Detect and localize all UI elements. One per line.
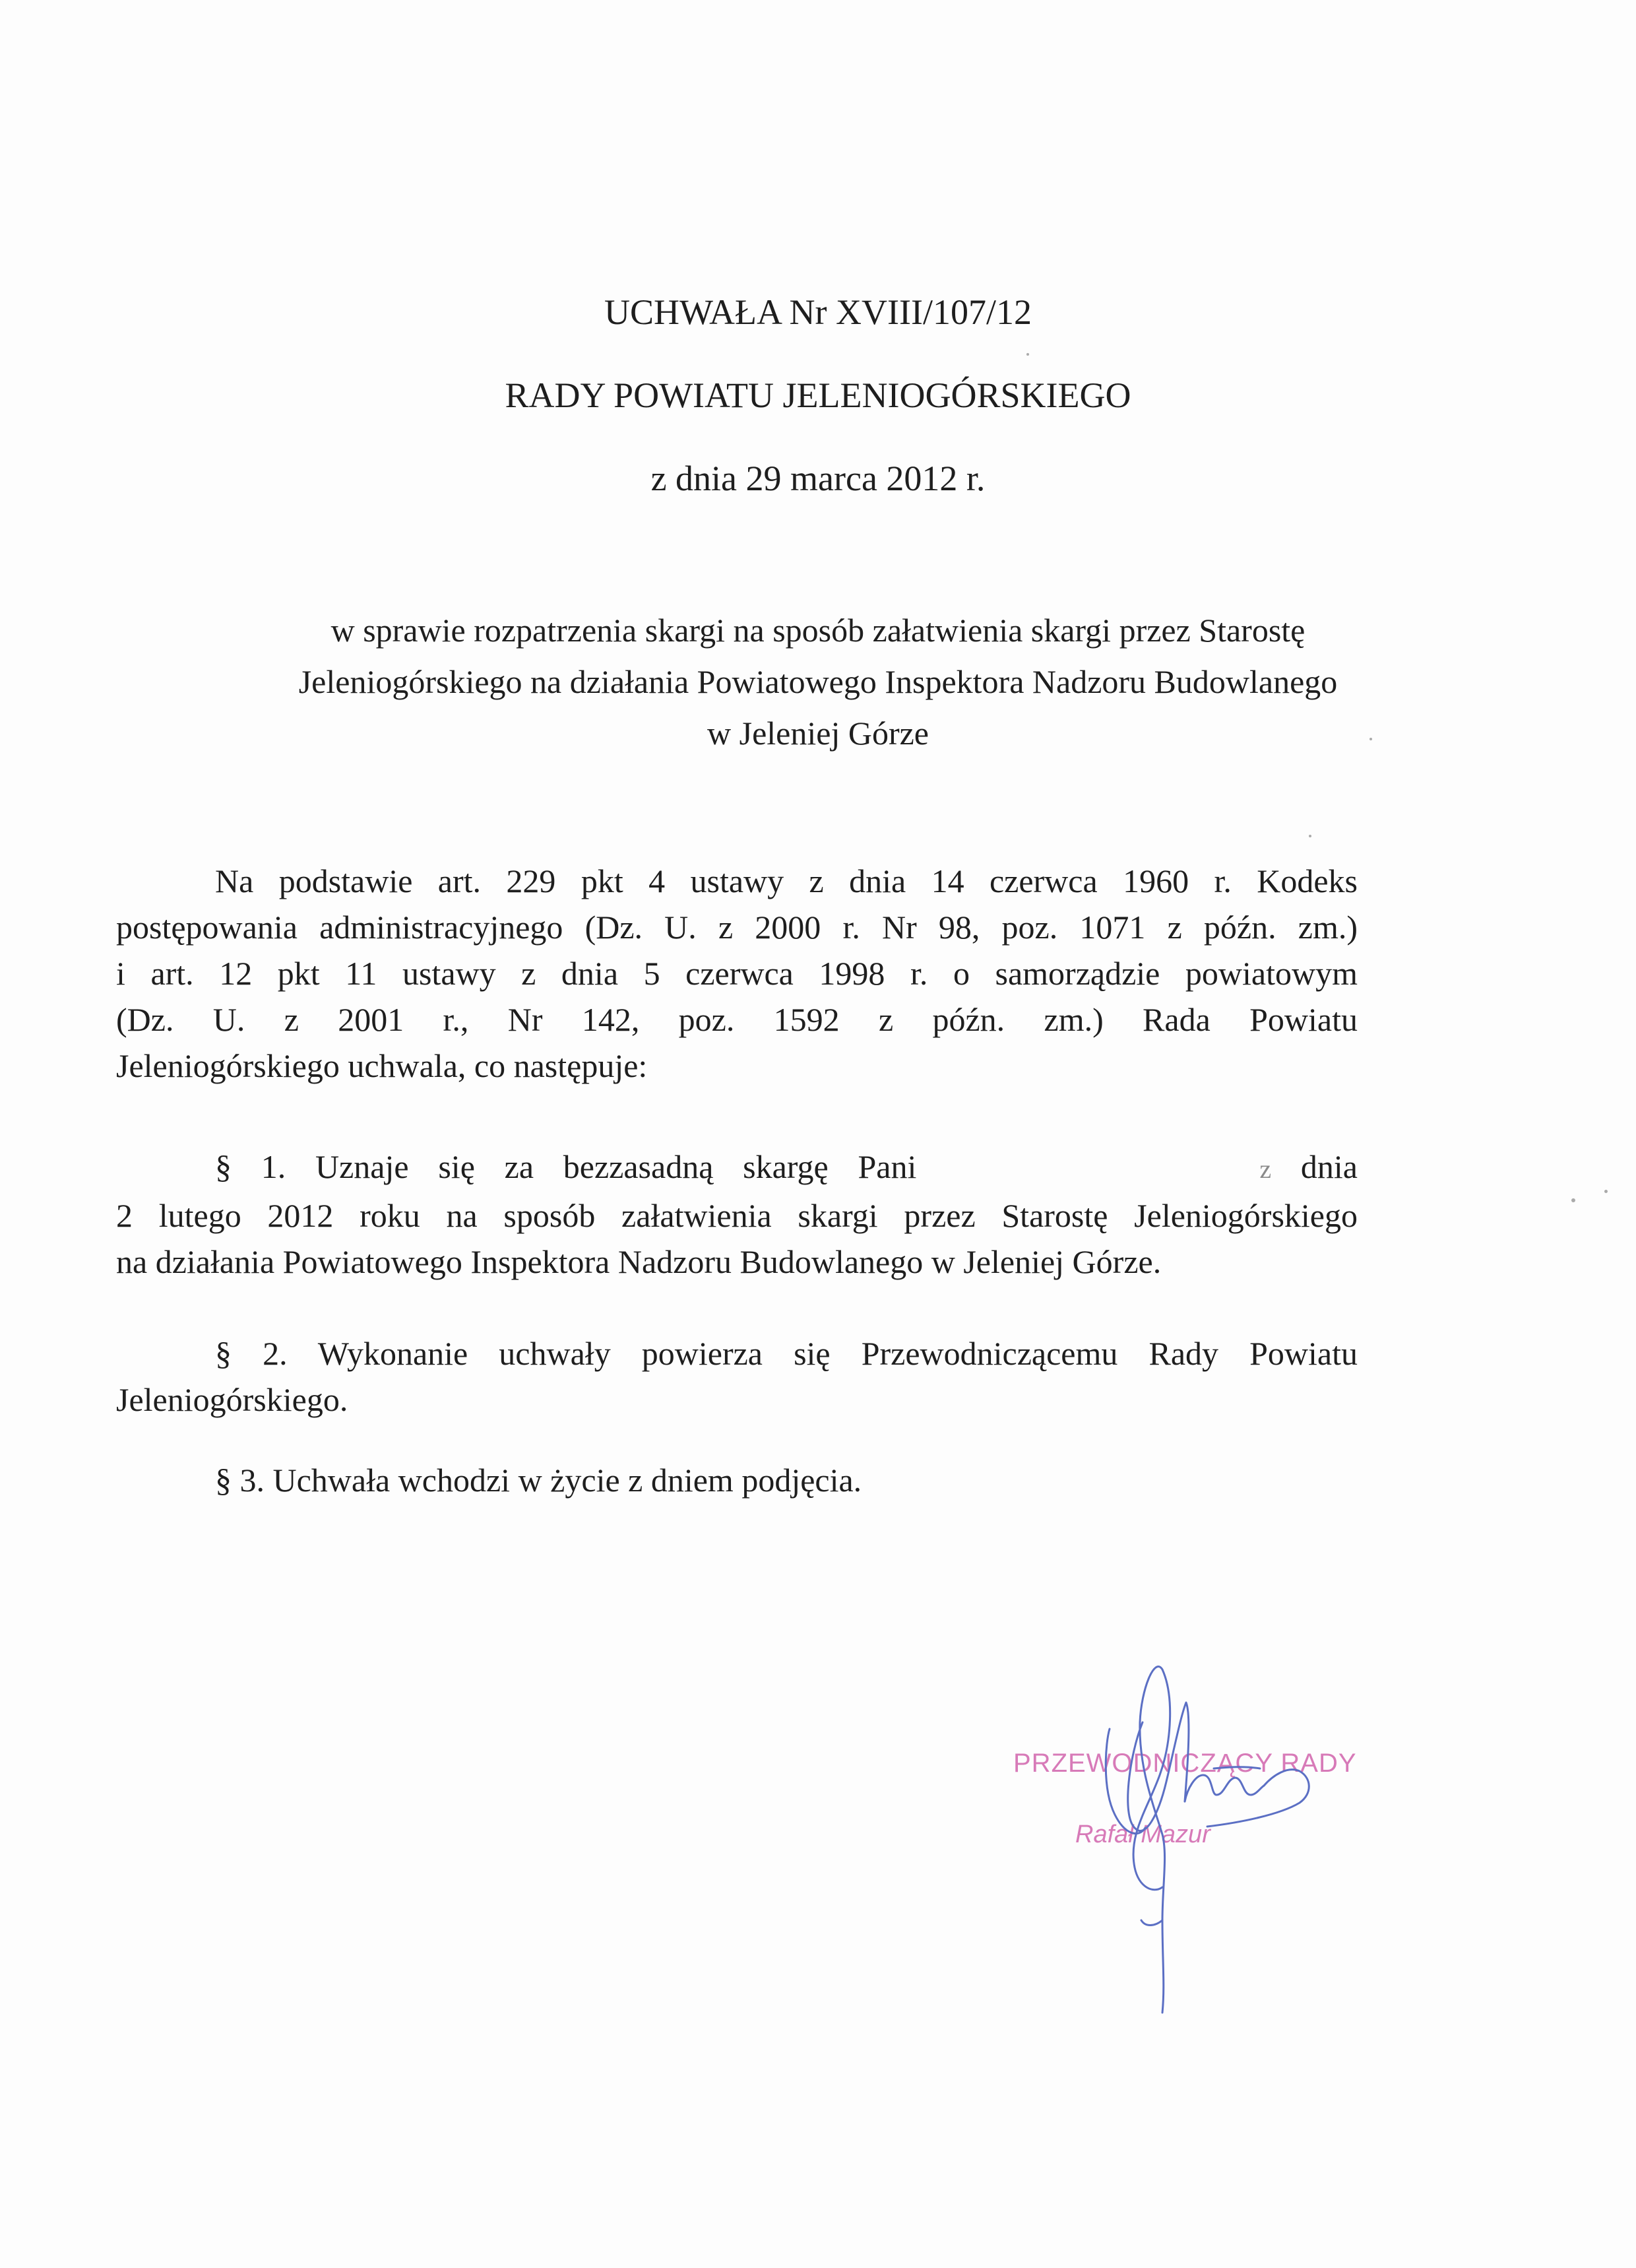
preamble-line-2: postępowania administracyjnego (Dz. U. z 2000 r. Nr 98, poz. 1071 z późn. zm.) [116, 909, 1358, 946]
subject-line-3: w Jeleniej Górze [707, 715, 929, 752]
scan-speck [1571, 1198, 1575, 1202]
paragraph-2-line-2: Jeleniogórskiego. [116, 1381, 348, 1418]
subject-line-2: Jeleniogórskiego na działania Powiatowego Inspektora Nadzoru Budowlanego [298, 663, 1338, 700]
paragraph-1 [116, 1144, 1358, 1285]
scan-speck [1604, 1190, 1608, 1193]
preamble [116, 858, 1358, 1089]
preamble-line-5: Jeleniogórskiego uchwala, co następuje: [116, 1047, 648, 1084]
preamble-line-4: (Dz. U. z 2001 r., Nr 142, poz. 1592 z późn. zm.) Rada Powiatu [116, 1001, 1358, 1038]
scan-speck [1309, 835, 1311, 837]
scan-speck [1026, 353, 1029, 356]
paragraph-1-line-3: na działania Powiatowego Inspektora Nadzoru Budowlanego w Jeleniej Górze. [116, 1243, 1162, 1280]
council-name: RADY POWIATU JELENIOGÓRSKIEGO [505, 375, 1131, 415]
paragraph-1-z: z [1259, 1154, 1272, 1184]
handwritten-signature [990, 1617, 1412, 2039]
stamp-title: PRZEWODNICZĄCY RADY [1013, 1749, 1357, 1778]
resolution-title: UCHWAŁA Nr XVIII/107/12 [604, 292, 1032, 332]
preamble-line-3: i art. 12 pkt 11 ustawy z dnia 5 czerwca 1998 r. o samorządzie powiatowym [116, 955, 1358, 992]
paragraph-1-line-2: 2 lutego 2012 roku na sposób załatwienia skargi przez Starostę Jeleniogórskiego [116, 1197, 1358, 1234]
paragraph-1-line-1 [116, 1144, 1358, 1192]
stamp-name: Rafał Mazur [1075, 1821, 1211, 1848]
paragraph-2 [116, 1330, 1358, 1423]
paragraph-1-dnia: dnia [1300, 1148, 1358, 1185]
paragraph-3-line-1: § 3. Uchwała wchodzi w życie z dniem podjęcia. [215, 1462, 862, 1499]
preamble-line-1: Na podstawie art. 229 pkt 4 ustawy z dnia 14 czerwca 1960 r. Kodeks [215, 862, 1358, 899]
paragraph-1-start: § 1. Uznaje się za bezzasadną skargę Pani [215, 1148, 917, 1185]
resolution-date: z dnia 29 marca 2012 r. [650, 459, 986, 498]
paragraph-2-line-1: § 2. Wykonanie uchwały powierza się Przewodniczącemu Rady Powiatu [215, 1335, 1358, 1372]
subject-line-1: w sprawie rozpatrzenia skargi na sposób załatwienia skargi przez Starostę [330, 612, 1306, 649]
scan-speck [1369, 738, 1372, 740]
paragraph-3 [116, 1457, 1358, 1503]
